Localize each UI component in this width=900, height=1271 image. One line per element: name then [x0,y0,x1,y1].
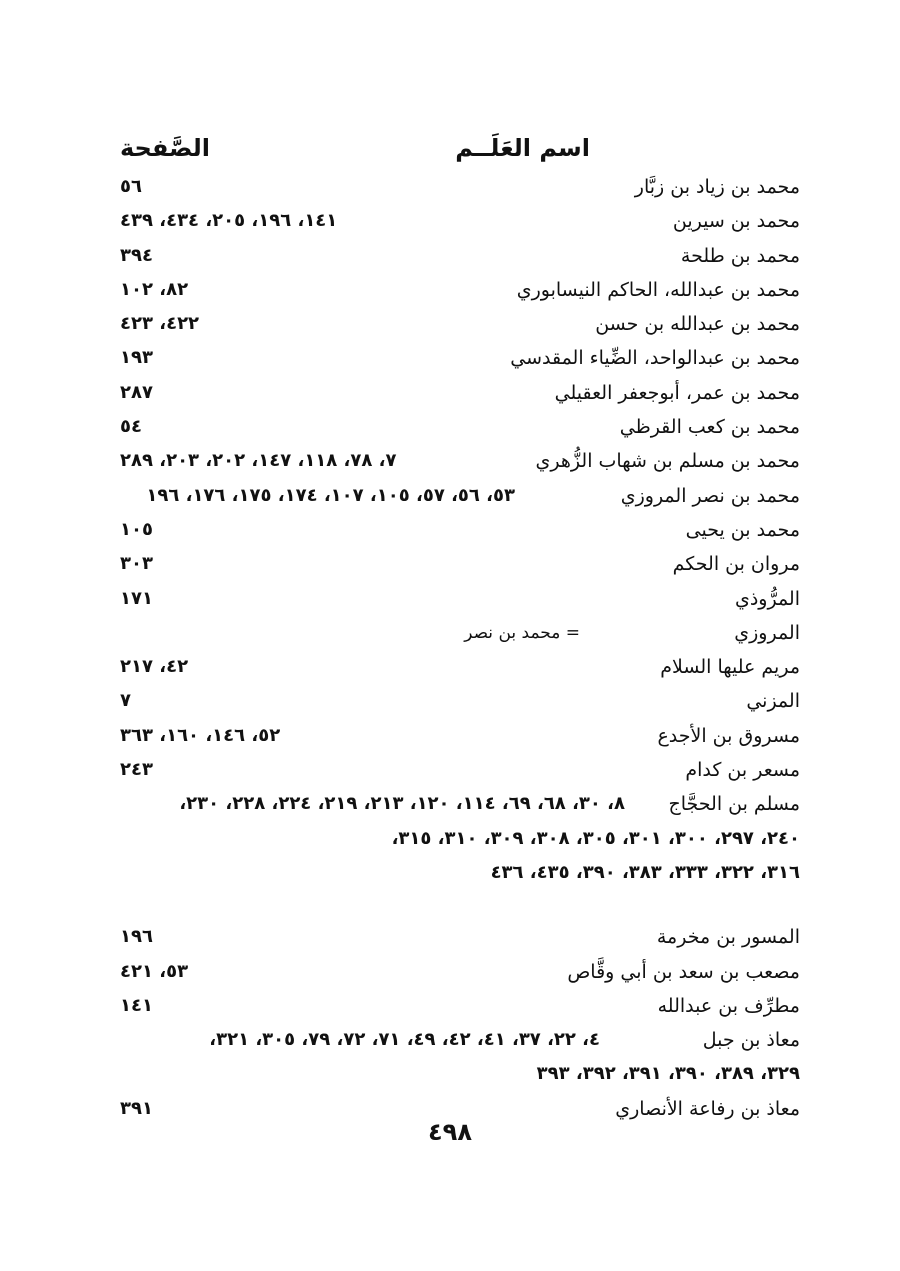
entry-pages: ٤٢، ٢١٧ [120,656,189,678]
index-entry [100,582,800,616]
entry-name: مطرِّف بن عبدالله [657,994,800,1017]
entry-name: مسلم بن الحجَّاج [668,793,800,816]
entry-pages: ٤٢٢، ٤٢٣ [120,313,200,335]
entry-name: محمد بن عبدالواحد، الضِّياء المقدسي [510,347,800,370]
name-column-heading: اسم العَلَــم [455,134,590,162]
entry-pages: ٨، ٣٠، ٦٨، ٦٩، ١١٤، ١٢٠، ٢١٣، ٢١٩، ٢٢٤، ٢٢٨، ٢٣٠، [179,793,625,815]
index-entry [100,239,800,273]
index-entry [100,1023,800,1057]
index-entry [100,410,800,444]
entry-name: المزني [746,690,800,713]
entry-name: معاذ بن رفاعة الأنصاري [615,1097,800,1120]
see-also-reference: = محمد بن نصر [464,622,580,643]
index-entry [100,684,800,718]
entry-pages: ٢٤٣ [120,759,153,781]
entry-name: مروان بن الحكم [672,553,800,576]
entry-pages: ٧، ٧٨، ١١٨، ١٤٧، ٢٠٢، ٢٠٣، ٢٨٩ [120,450,397,472]
entry-pages: ٢٨٧ [120,381,153,403]
entry-name: المرُّوذي [734,587,800,610]
index-entry [100,273,800,307]
entry-name: محمد بن نصر المروزي [620,484,800,507]
entry-name: مريم عليها السلام [660,656,800,679]
index-entry-continuation [100,856,800,890]
entry-pages: ٥٦ [120,176,142,197]
entry-name: محمد بن عبدالله بن حسن [595,313,800,336]
entry-pages: ١٠٥ [120,518,153,540]
index-entry [100,719,800,753]
entry-pages: ٣٠٣ [120,553,153,575]
index-entry [100,307,800,341]
entry-name: معاذ بن جبل [702,1029,800,1052]
index-entry [100,376,800,410]
entry-pages: ٥٢، ١٤٦، ١٦٠، ٣٦٣ [120,724,281,746]
page-number: ٤٩٨ [428,1118,472,1146]
index-entries [100,170,800,1126]
entry-name: محمد بن زياد بن زبَّار [634,176,800,198]
entry-name: محمد بن كعب القرظي [619,416,800,439]
index-entry [100,170,800,204]
entry-pages: ١٧١ [120,587,153,609]
index-entry [100,547,800,581]
entry-pages: ٧ [120,690,131,712]
entry-name: مسروق بن الأجدع [657,724,800,747]
entry-pages: ٢٤٠، ٢٩٧، ٣٠٠، ٣٠١، ٣٠٥، ٣٠٨، ٣٠٩، ٣١٠، ٣١٥، [391,827,800,849]
entry-spacer [100,890,800,920]
entry-pages: ١٤١ [120,994,153,1016]
entry-pages: ٤، ٢٢، ٣٧، ٤١، ٤٢، ٤٩، ٧١، ٧٢، ٧٩، ٣٠٥، ٣٢١، [209,1029,600,1051]
index-entry [100,616,800,650]
entry-name: محمد بن مسلم بن شهاب الزُّهري [535,450,800,473]
entry-name: محمد بن طلحة [680,244,800,267]
entry-pages: ١٩٦ [120,926,153,948]
page-column-heading: الصَّفحة [120,134,211,162]
index-entry [100,787,800,821]
entry-pages: ٨٢، ١٠٢ [120,278,189,300]
entry-name: محمد بن سيرين [672,210,800,233]
entry-pages: ١٤١، ١٩٦، ٢٠٥، ٤٣٤، ٤٣٩ [120,210,338,232]
entry-name: محمد بن يحيى [685,518,800,541]
entry-name: المسور بن مخرمة [656,926,800,949]
entry-pages: ٥٣، ٥٦، ٥٧، ١٠٥، ١٠٧، ١٧٤، ١٧٥، ١٧٦، ١٩٦ [146,484,515,506]
entry-pages: ٥٣، ٤٢١ [120,960,189,982]
entry-name: محمد بن عمر، أبوجعفر العقيلي [554,381,800,404]
index-entry [100,650,800,684]
index-entry [100,955,800,989]
entry-pages: ١٩٣ [120,347,153,369]
index-entry [100,753,800,787]
entry-pages: ٥٤ [120,416,142,438]
index-entry [100,204,800,238]
index-header [100,134,800,170]
index-entry [100,920,800,954]
index-entry-continuation [100,822,800,856]
entry-name: مصعب بن سعد بن أبي وقَّاص [567,960,800,983]
entry-name: مسعر بن كدام [685,759,800,782]
index-entry-continuation [100,1057,800,1091]
index-entry [100,513,800,547]
index-entry [100,444,800,478]
entry-name: محمد بن عبدالله، الحاكم النيسابوري [516,278,800,301]
entry-pages: ٣١٦، ٣٢٢، ٣٣٣، ٣٨٣، ٣٩٠، ٤٣٥، ٤٣٦ [490,861,800,883]
entry-pages: ٣٢٩، ٣٨٩، ٣٩٠، ٣٩١، ٣٩٢، ٣٩٣ [536,1063,800,1085]
index-entry [100,989,800,1023]
index-entry [100,479,800,513]
entry-name: المروزي [734,621,800,644]
entry-pages: ٣٩٤ [120,244,153,266]
entry-pages: ٣٩١ [120,1097,153,1119]
index-entry [100,341,800,375]
